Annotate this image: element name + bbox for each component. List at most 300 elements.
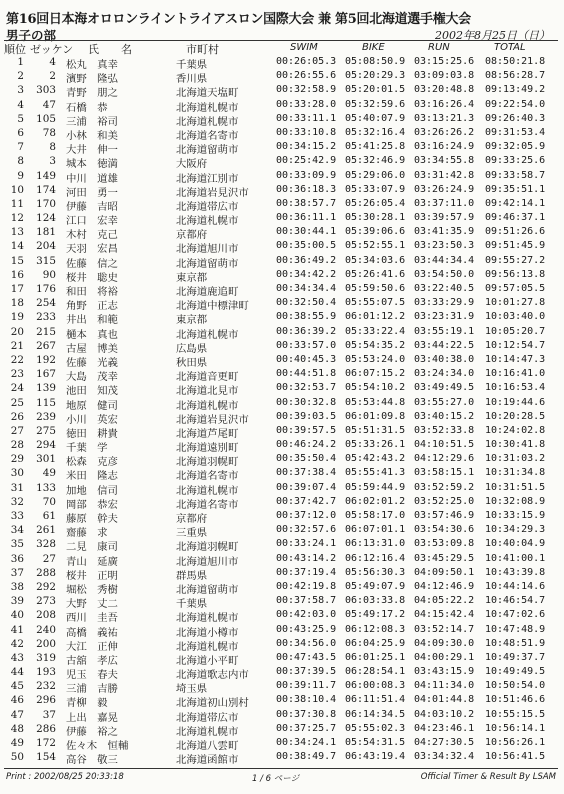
- cell-bike: 06:07:01.1: [345, 524, 406, 536]
- cell-city: 群馬県: [176, 569, 208, 582]
- cell-rank: 40: [10, 609, 24, 622]
- cell-bike: 06:01:09.8: [345, 410, 406, 422]
- cell-city: 三重県: [176, 527, 208, 540]
- cell-city: 北海道名寄市: [176, 129, 239, 142]
- table-row: [0, 170, 564, 184]
- header-divider: [4, 40, 558, 41]
- cell-run: 03:52:59.2: [414, 481, 475, 493]
- table-row: [0, 694, 564, 708]
- cell-swim: 00:43:25.9: [276, 623, 337, 635]
- cell-bike: 06:28:54.1: [345, 666, 406, 678]
- cell-rank: 3: [17, 84, 24, 97]
- cell-run: 03:52:14.7: [414, 623, 475, 635]
- table-row: [0, 496, 564, 510]
- cell-bib: 78: [42, 126, 56, 139]
- cell-name: 千葉 学: [66, 442, 108, 455]
- cell-bike: 05:34:03.6: [345, 254, 406, 266]
- table-row: [0, 99, 564, 113]
- cell-rank: 28: [10, 439, 24, 452]
- cell-total: 10:56:14.1: [485, 722, 546, 734]
- cell-name: 井出 和範: [66, 314, 118, 327]
- cell-total: 09:33:25.6: [485, 155, 546, 167]
- cell-total: 09:32:05.9: [485, 141, 546, 153]
- cell-city: 北海道岩見沢市: [176, 413, 249, 426]
- cell-run: 03:13:21.3: [414, 112, 475, 124]
- cell-rank: 46: [10, 694, 24, 707]
- cell-swim: 00:34:15.2: [276, 141, 337, 153]
- cell-swim: 00:47:43.5: [276, 651, 337, 663]
- table-row: [0, 70, 564, 84]
- cell-total: 09:26:40.3: [485, 112, 546, 124]
- table-row: [0, 652, 564, 666]
- cell-bib: 149: [36, 169, 56, 182]
- cell-name: 石橋 恭: [66, 101, 108, 114]
- cell-name: 樋本 真也: [66, 328, 118, 341]
- cell-rank: 6: [17, 126, 24, 139]
- table-row: [0, 609, 564, 623]
- cell-bike: 06:43:19.4: [345, 751, 406, 763]
- cell-swim: 00:39:07.4: [276, 481, 337, 493]
- cell-city: 北海道鹿追町: [176, 286, 239, 298]
- cell-bike: 06:12:08.3: [345, 623, 406, 635]
- table-row: [0, 723, 564, 737]
- cell-rank: 20: [10, 325, 24, 338]
- cell-swim: 00:39:03.5: [276, 410, 337, 422]
- cell-bib: 215: [36, 325, 56, 338]
- cell-swim: 00:38:55.9: [276, 311, 337, 323]
- cell-bike: 05:08:50.9: [345, 56, 406, 67]
- cell-bike: 05:55:41.3: [345, 467, 406, 479]
- cell-swim: 00:33:24.1: [276, 538, 337, 550]
- cell-rank: 1: [17, 56, 24, 68]
- cell-total: 10:05:20.7: [485, 325, 546, 337]
- cell-bike: 05:33:07.9: [345, 183, 406, 195]
- event-date: 2002年8月25日（日）: [435, 29, 550, 42]
- cell-total: 09:51:26.6: [485, 226, 546, 238]
- cell-name: 和田 将裕: [66, 286, 118, 298]
- cell-bike: 05:52:55.1: [345, 240, 406, 252]
- cell-rank: 34: [10, 524, 24, 537]
- cell-run: 04:09:50.1: [414, 566, 475, 578]
- cell-name: 青野 朋之: [66, 87, 118, 100]
- cell-run: 03:16:24.9: [414, 141, 475, 153]
- cell-city: 北海道遠別町: [176, 442, 239, 455]
- cell-total: 10:20:28.5: [485, 410, 546, 422]
- cell-run: 03:33:29.9: [414, 297, 475, 309]
- header-run: RUN: [428, 42, 450, 53]
- cell-run: 03:45:29.5: [414, 552, 475, 564]
- cell-rank: 5: [17, 112, 24, 125]
- cell-run: 03:23:50.3: [414, 240, 475, 252]
- table-row: [0, 567, 564, 581]
- table-row: [0, 439, 564, 453]
- cell-swim: 00:42:19.8: [276, 580, 337, 592]
- cell-total: 09:55:27.2: [485, 254, 546, 266]
- cell-total: 10:01:27.8: [485, 297, 546, 309]
- cell-city: 北海道札幌市: [176, 328, 239, 341]
- cell-total: 09:33:58.7: [485, 169, 546, 181]
- cell-city: 北海道帯広市: [176, 200, 239, 213]
- table-row: [0, 581, 564, 595]
- cell-run: 04:01:44.8: [414, 694, 475, 706]
- cell-bib: 4: [49, 56, 56, 68]
- cell-run: 04:12:46.9: [414, 580, 475, 592]
- cell-run: 03:53:09.8: [414, 538, 475, 550]
- cell-rank: 30: [10, 467, 24, 480]
- cell-name: 江口 宏幸: [66, 215, 118, 228]
- cell-name: 池田 知茂: [66, 385, 118, 398]
- cell-swim: 00:42:03.0: [276, 609, 337, 621]
- cell-name: 松森 克彦: [66, 456, 118, 469]
- cell-bike: 06:11:51.4: [345, 694, 406, 706]
- cell-swim: 00:33:10.8: [276, 126, 337, 138]
- cell-bike: 05:59:44.9: [345, 481, 406, 493]
- cell-run: 03:55:27.0: [414, 396, 475, 408]
- cell-rank: 31: [10, 481, 24, 494]
- cell-name: 天羽 宏昌: [66, 243, 118, 256]
- cell-rank: 7: [17, 141, 24, 154]
- cell-name: 岡部 恭宏: [66, 498, 118, 511]
- cell-swim: 00:37:12.0: [276, 510, 337, 521]
- cell-total: 10:16:53.4: [485, 382, 546, 394]
- cell-name: 地原 健司: [66, 399, 118, 412]
- cell-swim: 00:34:24.1: [276, 737, 337, 748]
- cell-run: 03:37:11.0: [414, 197, 475, 209]
- cell-city: 北海道羽幌町: [176, 456, 239, 469]
- cell-bib: 261: [36, 524, 56, 537]
- cell-total: 09:51:45.9: [485, 240, 546, 252]
- cell-bike: 05:33:26.1: [345, 439, 406, 451]
- cell-run: 04:11:34.0: [414, 680, 475, 692]
- cell-city: 北海道八雲町: [176, 740, 239, 752]
- cell-rank: 41: [10, 623, 24, 636]
- cell-total: 10:44:14.6: [485, 580, 546, 592]
- footer-divider: [4, 768, 558, 769]
- cell-swim: 00:36:39.2: [276, 325, 337, 337]
- cell-bib: 232: [36, 680, 56, 693]
- cell-run: 03:43:15.9: [414, 666, 475, 678]
- cell-swim: 00:35:00.5: [276, 240, 337, 252]
- cell-name: 堀松 秀樹: [66, 583, 118, 596]
- cell-bib: 139: [36, 382, 56, 395]
- cell-total: 10:16:41.0: [485, 368, 546, 380]
- cell-run: 04:05:22.2: [414, 595, 475, 607]
- table-row: [0, 397, 564, 411]
- table-row: [0, 283, 564, 297]
- cell-bib: 303: [36, 84, 56, 97]
- cell-bike: 05:30:28.1: [345, 212, 406, 224]
- cell-swim: 00:37:42.7: [276, 495, 337, 507]
- cell-bike: 05:58:17.0: [345, 510, 406, 521]
- cell-run: 04:27:30.5: [414, 737, 475, 748]
- cell-run: 04:03:10.2: [414, 708, 475, 720]
- cell-run: 04:10:51.5: [414, 439, 475, 451]
- header-bike: BIKE: [362, 42, 385, 53]
- cell-swim: 00:38:10.4: [276, 694, 337, 706]
- cell-city: 北海道江別市: [176, 172, 239, 185]
- cell-name: 青山 延廣: [66, 555, 118, 568]
- cell-rank: 22: [10, 353, 24, 366]
- cell-swim: 00:36:49.2: [276, 254, 337, 266]
- cell-run: 04:00:29.1: [414, 651, 475, 663]
- cell-name: 古舘 孝広: [66, 654, 118, 667]
- cell-name: 高橋 義祐: [66, 626, 118, 639]
- cell-name: 佐藤 光義: [66, 356, 118, 369]
- cell-run: 03:41:35.9: [414, 226, 475, 238]
- cell-name: 佐々木 恒輔: [66, 740, 129, 752]
- table-row: [0, 56, 564, 70]
- cell-name: 桜井 聡史: [66, 271, 118, 284]
- cell-swim: 00:33:57.0: [276, 339, 337, 351]
- cell-total: 10:56:41.5: [485, 751, 546, 763]
- table-row: [0, 113, 564, 127]
- cell-run: 03:16:26.4: [414, 98, 475, 110]
- cell-total: 08:56:28.7: [485, 70, 546, 82]
- cell-city: 北海道札幌市: [176, 484, 239, 497]
- cell-bike: 05:20:29.3: [345, 70, 406, 82]
- cell-swim: 00:34:34.4: [276, 283, 337, 294]
- cell-name: 松丸 真幸: [66, 59, 118, 71]
- cell-name: 桜井 正明: [66, 569, 118, 582]
- cell-rank: 44: [10, 666, 24, 679]
- cell-run: 03:20:48.8: [414, 84, 475, 96]
- table-row: [0, 127, 564, 141]
- cell-name: 米田 隆志: [66, 470, 118, 483]
- cell-run: 03:23:31.9: [414, 311, 475, 323]
- cell-run: 03:15:25.6: [414, 56, 475, 67]
- cell-bike: 05:55:07.5: [345, 297, 406, 309]
- cell-swim: 00:37:39.5: [276, 666, 337, 678]
- cell-total: 10:48:51.9: [485, 637, 546, 649]
- header-swim: SWIM: [290, 42, 318, 53]
- cell-swim: 00:32:50.4: [276, 297, 337, 309]
- table-row: [0, 510, 564, 524]
- cell-city: 北海道札幌市: [176, 101, 239, 114]
- results-table: [0, 56, 564, 765]
- header-city: 市町村: [186, 43, 219, 56]
- cell-total: 10:12:54.7: [485, 339, 546, 351]
- cell-total: 09:42:14.1: [485, 197, 546, 209]
- cell-bike: 05:29:06.0: [345, 169, 406, 181]
- cell-run: 03:34:32.4: [414, 751, 475, 763]
- cell-total: 10:41:00.1: [485, 552, 546, 564]
- cell-bike: 06:13:31.0: [345, 538, 406, 550]
- cell-rank: 50: [10, 751, 24, 764]
- cell-name: 大井 伸一: [66, 144, 118, 157]
- cell-bib: 208: [36, 609, 56, 622]
- cell-bib: 301: [36, 453, 56, 466]
- cell-bike: 05:26:05.4: [345, 197, 406, 209]
- cell-city: 北海道芦尾町: [176, 427, 239, 440]
- cell-rank: 49: [10, 737, 24, 749]
- cell-swim: 00:43:14.2: [276, 552, 337, 564]
- cell-run: 03:52:33.8: [414, 424, 475, 436]
- cell-city: 北海道留萌市: [176, 583, 239, 596]
- cell-city: 北海道留萌市: [176, 144, 239, 157]
- cell-total: 10:51:46.6: [485, 694, 546, 706]
- cell-bib: 8: [49, 141, 56, 154]
- cell-swim: 00:37:58.7: [276, 595, 337, 607]
- table-row: [0, 680, 564, 694]
- cell-name: 濱野 隆弘: [66, 73, 118, 86]
- cell-city: 北海道中標津町: [176, 300, 249, 313]
- cell-name: 三浦 裕司: [66, 115, 118, 128]
- print-timestamp: Print : 2002/08/25 20:33:18: [6, 772, 124, 782]
- cell-bike: 05:54:35.2: [345, 339, 406, 351]
- cell-rank: 37: [10, 566, 24, 579]
- header-total: TOTAL: [494, 42, 526, 53]
- cell-bib: 294: [36, 439, 56, 452]
- cell-swim: 00:34:42.2: [276, 268, 337, 280]
- cell-rank: 12: [10, 212, 24, 225]
- cell-city: 北海道旭川市: [176, 243, 239, 256]
- cell-swim: 00:26:05.3: [276, 56, 337, 67]
- cell-total: 09:31:53.4: [485, 126, 546, 138]
- cell-bib: 200: [36, 637, 56, 650]
- cell-total: 09:35:51.1: [485, 183, 546, 195]
- table-row: [0, 141, 564, 155]
- cell-bib: 240: [36, 623, 56, 636]
- cell-bike: 05:20:01.5: [345, 84, 406, 96]
- cell-total: 10:31:03.2: [485, 453, 546, 465]
- cell-total: 09:56:13.8: [485, 268, 546, 280]
- cell-name: 齋藤 求: [66, 527, 108, 540]
- cell-bike: 06:01:12.2: [345, 311, 406, 323]
- cell-bike: 05:56:30.3: [345, 566, 406, 578]
- table-row: [0, 425, 564, 439]
- cell-bike: 05:53:44.8: [345, 396, 406, 408]
- cell-name: 佐藤 信之: [66, 257, 118, 270]
- cell-bib: 172: [36, 737, 56, 749]
- cell-bib: 154: [36, 751, 56, 764]
- cell-name: 古屋 博美: [66, 342, 118, 355]
- cell-bib: 2: [49, 70, 56, 83]
- cell-city: 北海道天塩町: [176, 87, 239, 100]
- cell-city: 北海道札幌市: [176, 612, 239, 625]
- cell-rank: 35: [10, 538, 24, 551]
- cell-swim: 00:34:56.0: [276, 637, 337, 649]
- cell-name: 藤原 幹夫: [66, 513, 118, 525]
- cell-bib: 315: [36, 254, 56, 267]
- cell-bike: 05:32:59.6: [345, 98, 406, 110]
- cell-run: 03:09:03.8: [414, 70, 475, 82]
- cell-run: 03:24:34.0: [414, 368, 475, 380]
- cell-run: 03:44:22.5: [414, 339, 475, 351]
- cell-city: 東京都: [176, 271, 208, 284]
- cell-bike: 05:49:17.2: [345, 609, 406, 621]
- cell-bib: 292: [36, 580, 56, 593]
- cell-rank: 36: [10, 552, 24, 565]
- header-bib: ゼッケン: [30, 43, 74, 56]
- cell-city: 北海道札幌市: [176, 640, 239, 653]
- cell-bib: 275: [36, 424, 56, 437]
- table-row: [0, 638, 564, 652]
- cell-rank: 33: [10, 510, 24, 522]
- cell-total: 10:40:04.9: [485, 538, 546, 550]
- cell-swim: 00:30:32.8: [276, 396, 337, 408]
- table-row: [0, 212, 564, 226]
- cell-bib: 273: [36, 595, 56, 608]
- cell-city: 秋田県: [176, 356, 208, 369]
- cell-bike: 05:59:50.6: [345, 283, 406, 294]
- cell-city: 北海道名寄市: [176, 470, 239, 483]
- cell-rank: 43: [10, 651, 24, 664]
- cell-city: 広島県: [176, 342, 208, 355]
- cell-rank: 42: [10, 637, 24, 650]
- table-row: [0, 538, 564, 552]
- cell-city: 北海道帯広市: [176, 711, 239, 724]
- table-row: [0, 84, 564, 98]
- cell-bib: 204: [36, 240, 56, 253]
- cell-bib: 254: [36, 297, 56, 310]
- cell-rank: 17: [10, 283, 24, 295]
- cell-name: 三浦 吉勝: [66, 683, 118, 696]
- cell-city: 大阪府: [176, 158, 208, 171]
- cell-rank: 48: [10, 722, 24, 735]
- table-row: [0, 453, 564, 467]
- table-row: [0, 198, 564, 212]
- cell-run: 03:40:38.0: [414, 353, 475, 365]
- cell-swim: 00:38:49.7: [276, 751, 337, 763]
- cell-city: 北海道歌志内市: [176, 669, 249, 682]
- cell-bib: 47: [42, 98, 56, 111]
- cell-run: 04:09:30.0: [414, 637, 475, 649]
- cell-bike: 05:32:46.9: [345, 155, 406, 167]
- cell-bike: 06:14:34.5: [345, 708, 406, 720]
- cell-total: 10:43:39.8: [485, 566, 546, 578]
- cell-total: 10:46:54.7: [485, 595, 546, 607]
- cell-total: 10:50:54.0: [485, 680, 546, 692]
- cell-run: 04:12:29.6: [414, 453, 475, 465]
- table-row: [0, 297, 564, 311]
- cell-rank: 29: [10, 453, 24, 466]
- cell-name: 上出 嘉晃: [66, 711, 118, 724]
- cell-city: 北海道音更町: [176, 371, 239, 384]
- cell-name: 高谷 敬三: [66, 754, 118, 767]
- cell-rank: 45: [10, 680, 24, 693]
- cell-swim: 00:39:57.5: [276, 424, 337, 436]
- cell-name: 木村 克己: [66, 229, 118, 242]
- cell-bike: 05:54:31.5: [345, 737, 406, 748]
- cell-bib: 296: [36, 694, 56, 707]
- cell-city: 北海道小樽市: [176, 626, 239, 639]
- cell-run: 03:44:34.4: [414, 254, 475, 266]
- cell-bib: 286: [36, 722, 56, 735]
- cell-rank: 23: [10, 368, 24, 381]
- cell-run: 03:22:40.5: [414, 283, 475, 294]
- cell-bike: 05:39:06.6: [345, 226, 406, 238]
- table-row: [0, 382, 564, 396]
- cell-bib: 124: [36, 212, 56, 225]
- cell-rank: 4: [17, 98, 24, 111]
- cell-swim: 00:40:45.3: [276, 353, 337, 365]
- cell-swim: 00:37:38.4: [276, 467, 337, 479]
- table-row: [0, 737, 564, 751]
- cell-bib: 49: [42, 467, 56, 480]
- table-row: [0, 240, 564, 254]
- cell-swim: 00:44:51.8: [276, 368, 337, 380]
- cell-bib: 115: [36, 396, 56, 409]
- cell-run: 03:40:15.2: [414, 410, 475, 422]
- header-name: 氏 名: [88, 43, 132, 56]
- cell-swim: 00:36:11.1: [276, 212, 337, 224]
- cell-city: 北海道小平町: [176, 654, 239, 667]
- cell-rank: 14: [10, 240, 24, 253]
- cell-bib: 3: [49, 155, 56, 168]
- cell-swim: 00:39:11.7: [276, 680, 337, 692]
- cell-bib: 239: [36, 410, 56, 423]
- cell-total: 08:50:21.8: [485, 56, 546, 67]
